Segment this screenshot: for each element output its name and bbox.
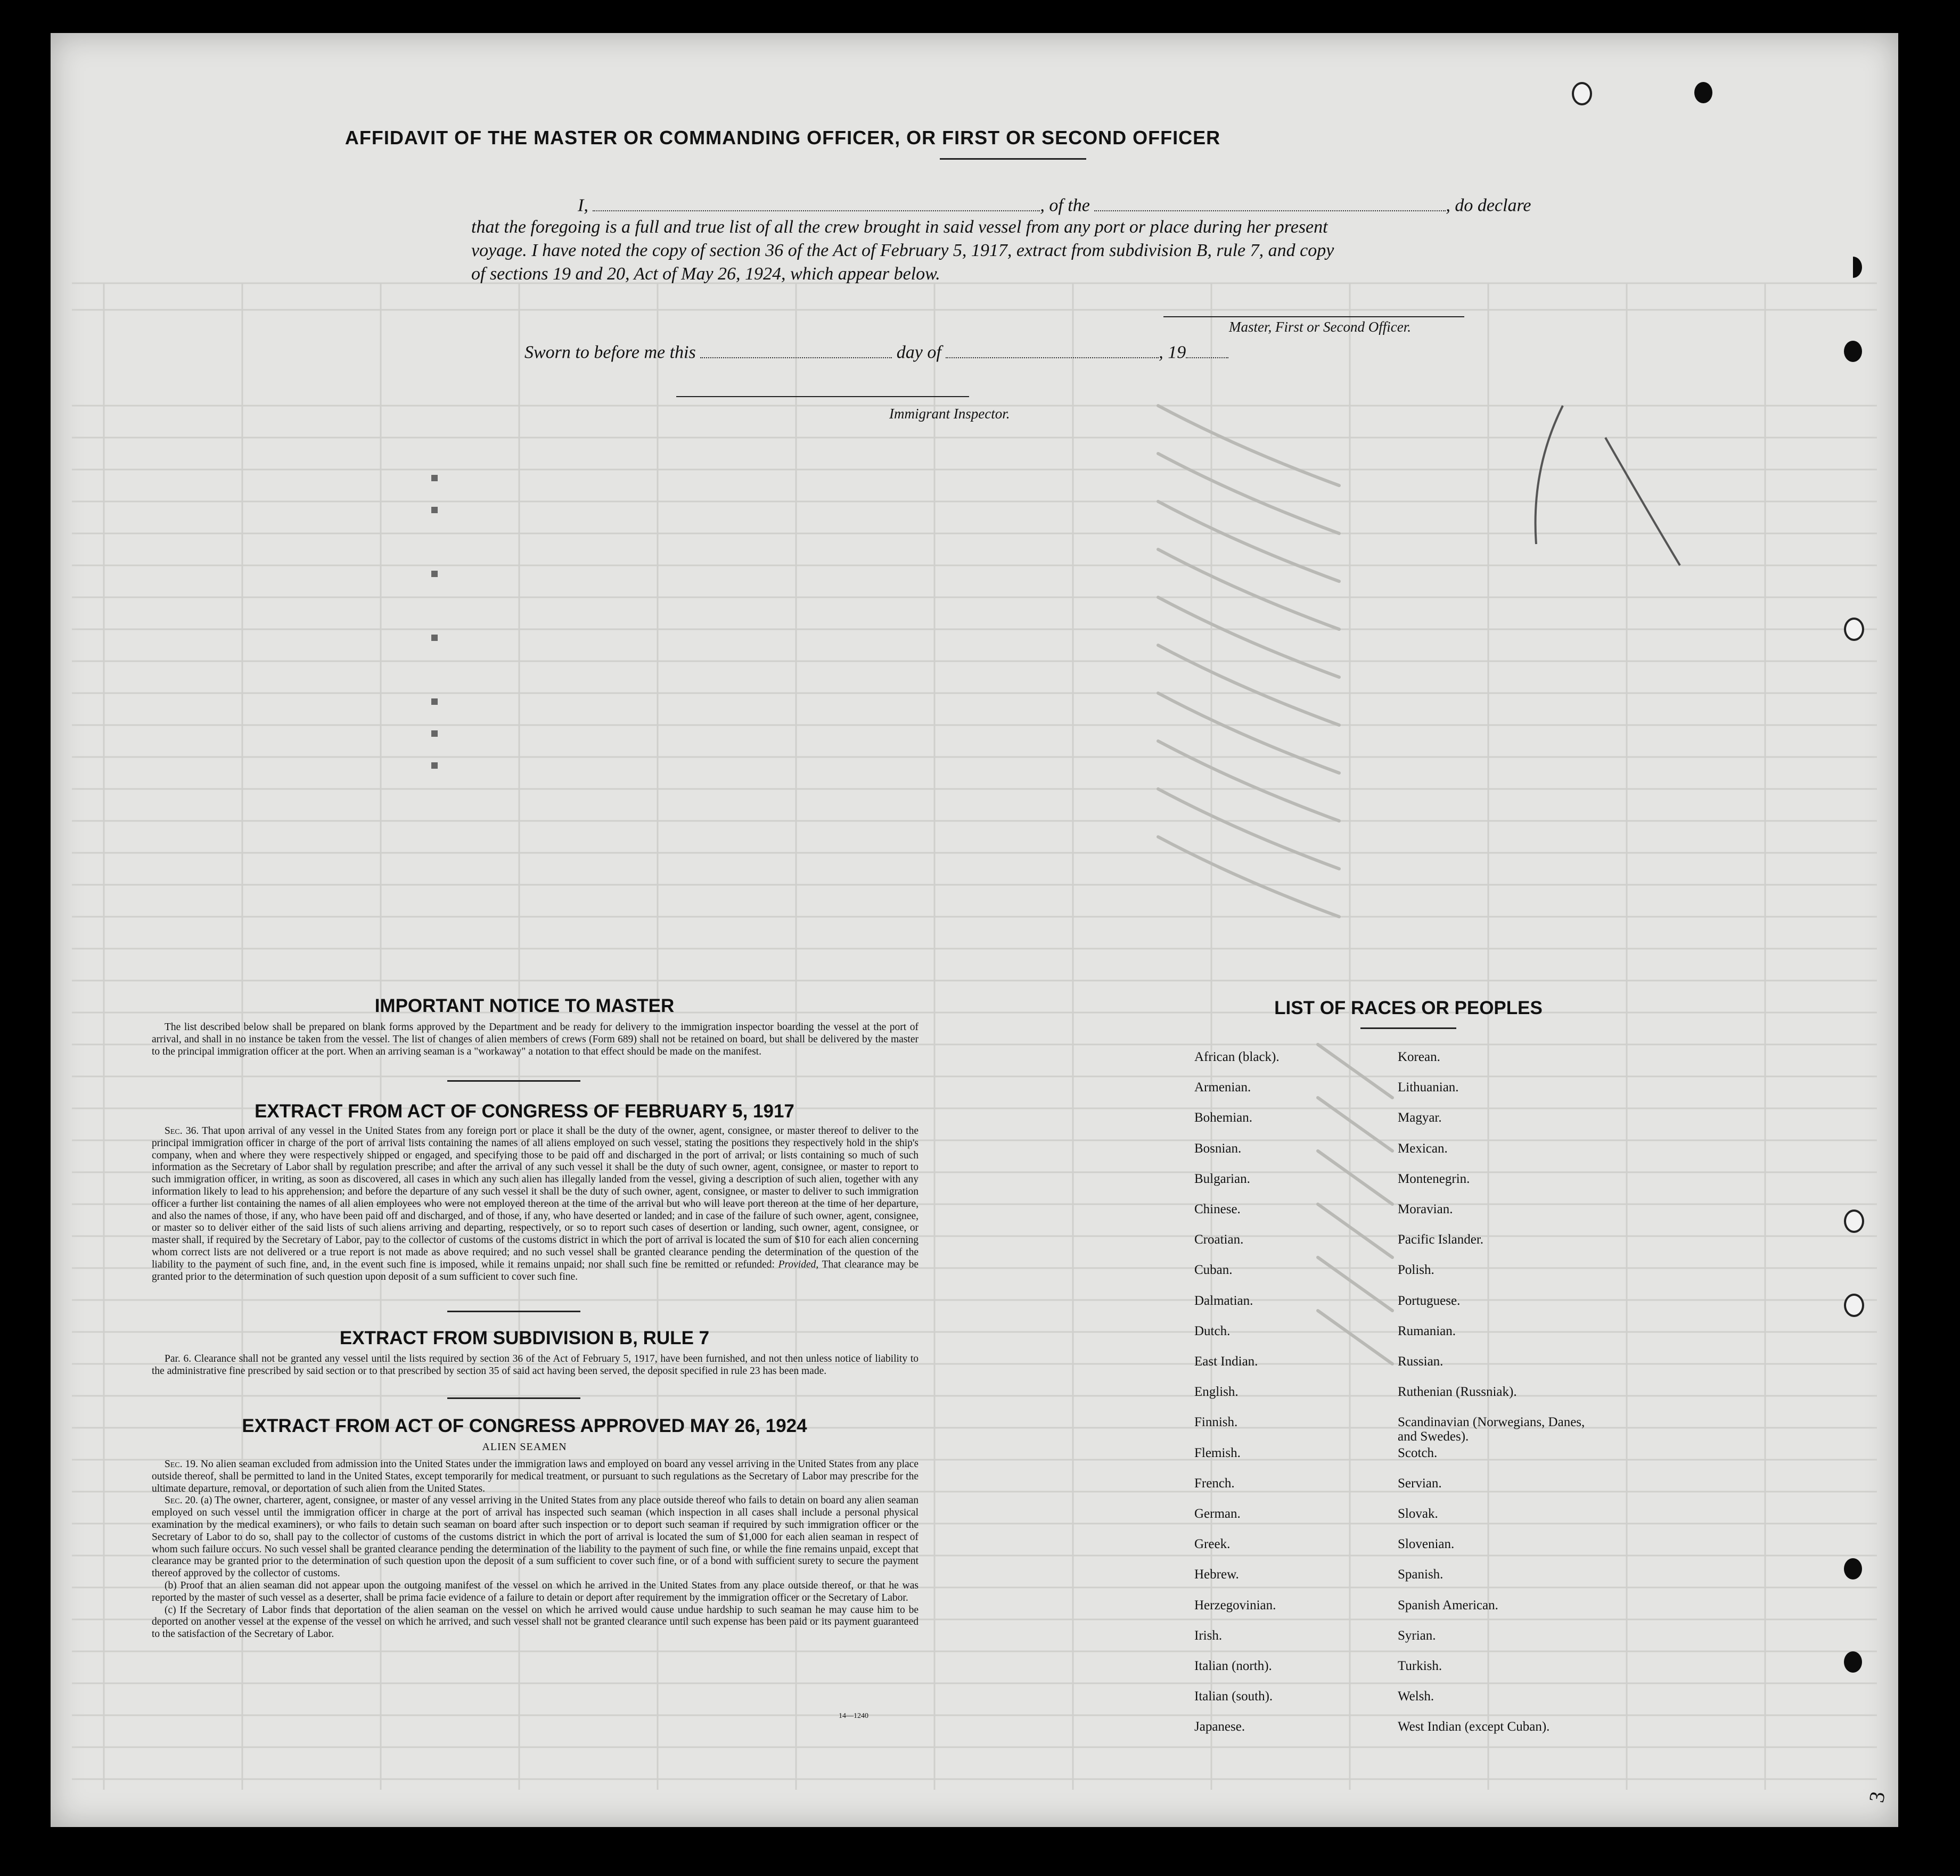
- rule-7-paragraph: Par. 6. Clearance shall not be granted any vessel until the lists required by section 36 of the Act of February 5, 1917, have been furnished, and not then unless notice of liability to the administrative fine prescribed by said section or to that prescribed by section 35 of said act having been served, the deposit specified in rule 23 has been made.: [152, 1353, 919, 1377]
- sec-20a-body: (a) The owner, charterer, agent, consignee, or master of any vessel arriving in the United States from any place outside thereof who fails to detain on board any alien seaman employed on such vessel until the immigration officer in charge at the port of arrival has inspected such seaman (which inspection in all cases shall include a personal physical examination by the medical examiners), or who fails to detain such seaman on board after such inspection or to deport such seaman if required by such immigration officer or the Secretary of Labor to do so, shall pay to the collector of customs of the customs district in which the port of arrival is located the sum of $1,000 for each alien seaman in respect of whom such failure occurs. No such vessel shall be granted clearance pending the determination of the liability to the payment of such fine, or while the fine remains unpaid, except that clearance may be granted prior to the determination of such question upon the deposit of a sum sufficient to cover such fine, or of a bond with sufficient surety to secure the payment thereof approved by the collector of customs.: [152, 1495, 919, 1579]
- race-item: German.: [1194, 1507, 1241, 1521]
- race-item: Scandinavian (Norwegians, Danes, and Swedes).: [1398, 1415, 1585, 1444]
- year-prefix: , 19: [1159, 342, 1186, 363]
- race-item: Korean.: [1398, 1050, 1440, 1064]
- sec-36-body: That upon arrival of any vessel in the United States from any foreign port or place it shall be the duty of the owner, agent, consignee, or master thereof to deliver to the principal immigration officer in charge of the port of arrival lists containing the names of all aliens employed on such vessel, stating the positions they respectively hold in the ship's company, when and where they were respectively shipped or engaged, and specifying those to be paid off and discharged in the port of arrival; or lists containing so much of such information as the Secretary of Labor shall by regulation prescribe; and after the arrival of any such vessel it shall be the duty of such owner, agent, consignee, or master to report to such immigration officer, in writing, as soon as discovered, all cases in which any such alien has illegally landed from the vessel, giving a description of such alien, together with any information likely to lead to his apprehension; and before the departure of any such vessel it shall be the duty of such owner, agent, consignee, or master to deliver to such immigration officer a further list containing the names of all alien employees who were not employed thereon at the time of the arrival but who will leave port thereon at the time of her departure, and also the names of those, if any, who have been paid off and discharged, and of those, if any, who have deserted or landed; and in case of the failure of such owner, agent, consignee, or master so to deliver either of the said lists of such aliens arriving and departing, respectively, or so to report such cases of desertion or landing, such owner, agent, consignee, or master shall, if required by the Secretary of Labor, pay to the collector of customs of the customs district in which the port of arrival is located the sum of $10 for each alien concerning whom correct lists are not delivered or a true report is not made as above required; and no such vessel shall be granted clearance pending the determination of the question of the liability to the payment of such fine, and, in the event such fine is imposed, while it remains unpaid; nor shall such fine be remitted or refunded:: [152, 1125, 919, 1270]
- race-item: Chinese.: [1194, 1202, 1241, 1216]
- sec-36-body-end: That clearance may be granted prior to the determination of such question upon deposit of a sum sufficient to cover such fine.: [152, 1258, 919, 1282]
- sec-19-label: Sec. 19.: [165, 1459, 198, 1470]
- punch-hole: [1694, 82, 1712, 103]
- extract-1917-text: [152, 1125, 919, 1283]
- rule-7-title: EXTRACT FROM SUBDIVISION B, RULE 7: [339, 1328, 710, 1348]
- race-item: French.: [1194, 1476, 1235, 1491]
- race-item: Armenian.: [1194, 1080, 1251, 1095]
- race-item: Bosnian.: [1194, 1141, 1242, 1156]
- notice-rule: [447, 1080, 580, 1082]
- extract-1917-rule: [447, 1311, 580, 1312]
- sec-19-body: No alien seaman excluded from admission into the United States under the immigration laws and employed on board any vessel arriving in the United States from any place outside thereof, shall be permitted to land in the United States, except temporarily for medical treatment, or pursuant to such regulations as the Secretary of Labor may prescribe for the ultimate departure, removal, or deportation of such alien from the United States.: [152, 1459, 919, 1494]
- punch-hole: [1844, 341, 1862, 362]
- race-item: Syrian.: [1398, 1628, 1436, 1643]
- race-item: Bulgarian.: [1194, 1171, 1250, 1186]
- punch-hole: [1844, 1651, 1862, 1673]
- punch-hole: [1844, 1558, 1862, 1579]
- margin-mark: 3: [1864, 1789, 1890, 1805]
- race-item: Hebrew.: [1194, 1567, 1239, 1582]
- sec-36-proviso: Provided,: [778, 1258, 819, 1270]
- sec-20b-body: (b) Proof that an alien seaman did not appear upon the outgoing manifest of the vessel on which he arrived in the United States from any place outside thereof, or that he was reported by the master of such vessel as a deserter, shall be prima facie evidence of a failure to detain or deport after requirement by the immigration officer or the Secretary of Labor.: [152, 1579, 919, 1603]
- affidavit-line-2: that the foregoing is a full and true list of all the crew brought in said vessel from any port or place during her present: [471, 217, 1328, 237]
- sec-20-label: Sec. 20.: [165, 1495, 198, 1507]
- race-item: Polish.: [1398, 1263, 1434, 1278]
- affidavit-line-4: of sections 19 and 20, Act of May 26, 1924, which appear below.: [471, 264, 940, 284]
- title-rule: [940, 158, 1086, 160]
- race-item: Dutch.: [1194, 1323, 1231, 1338]
- master-signature-line: [1163, 316, 1464, 317]
- race-item: Irish.: [1194, 1628, 1223, 1643]
- race-item: Russian.: [1398, 1354, 1444, 1369]
- alien-seamen-subtitle: ALIEN SEAMEN: [482, 1441, 567, 1453]
- race-item: Ruthenian (Russniak).: [1398, 1385, 1517, 1400]
- notice-text: [152, 1022, 919, 1058]
- race-item: African (black).: [1194, 1050, 1280, 1064]
- year-blank: [1186, 341, 1228, 358]
- race-item: Mexican.: [1398, 1141, 1448, 1156]
- day-blank: [700, 341, 892, 358]
- inspector-signature-line: [676, 396, 969, 397]
- form-number: 14—1240: [839, 1712, 868, 1720]
- extract-1924-text: [152, 1459, 919, 1641]
- affidavit-line-1: [578, 194, 1531, 216]
- punch-hole: [1844, 618, 1864, 641]
- notice-title: IMPORTANT NOTICE TO MASTER: [374, 995, 675, 1016]
- race-item: Croatian.: [1194, 1232, 1244, 1247]
- sworn-line: [524, 341, 1228, 363]
- race-item: Pacific Islander.: [1398, 1232, 1484, 1247]
- race-item: Herzegovinian.: [1194, 1598, 1276, 1612]
- rule-7-rule: [447, 1397, 580, 1399]
- punch-hole: [1844, 257, 1862, 278]
- race-item: Cuban.: [1194, 1263, 1233, 1278]
- race-item: Slovenian.: [1398, 1537, 1455, 1552]
- punch-hole: [1844, 1209, 1864, 1233]
- vessel-blank: [1094, 194, 1446, 211]
- affidavit-line-3: voyage. I have noted the copy of section 36 of the Act of February 5, 1917, extract from subdivision B, rule 7, and copy: [471, 241, 1334, 260]
- race-item: Finnish.: [1194, 1415, 1238, 1430]
- race-item: Greek.: [1194, 1537, 1231, 1552]
- month-blank: [946, 341, 1159, 358]
- race-item: Magyar.: [1398, 1110, 1442, 1125]
- extract-1924-title: EXTRACT FROM ACT OF CONGRESS APPROVED MAY 26, 1924: [242, 1416, 807, 1436]
- race-item: Turkish.: [1398, 1659, 1442, 1673]
- races-rule: [1360, 1027, 1456, 1029]
- rule-7-text: [152, 1353, 919, 1378]
- notice-paragraph: The list described below shall be prepared on blank forms approved by the Department and be ready for delivery to the immigration inspector boarding the vessel at the port of arrival, and shall in no instance be taken from the vessel. The list of changes of alien members of crews (Form 689) shall not be retained on board, but shall be delivered by the master to the principal immigration officer at the port. When an arriving seaman is a "workaway" a notation to that effect should be made on the manifest.: [152, 1022, 919, 1057]
- race-item: Rumanian.: [1398, 1323, 1456, 1338]
- race-item: Moravian.: [1398, 1202, 1453, 1216]
- race-item: Portuguese.: [1398, 1293, 1461, 1308]
- race-item: English.: [1194, 1385, 1239, 1400]
- race-item: Slovak.: [1398, 1507, 1438, 1521]
- inspector-label: Immigrant Inspector.: [889, 406, 1010, 422]
- race-item: Scotch.: [1398, 1445, 1438, 1460]
- master-label: Master, First or Second Officer.: [1229, 319, 1411, 335]
- name-blank: [593, 194, 1040, 211]
- race-item: Japanese.: [1194, 1719, 1245, 1734]
- races-title: LIST OF RACES OR PEOPLES: [1274, 998, 1543, 1018]
- affidavit-title: AFFIDAVIT OF THE MASTER OR COMMANDING OFFICER, OR FIRST OR SECOND OFFICER: [345, 127, 1221, 149]
- race-item: Spanish American.: [1398, 1598, 1498, 1612]
- extract-1917-title: EXTRACT FROM ACT OF CONGRESS OF FEBRUARY 5, 1917: [255, 1101, 794, 1122]
- race-item: Welsh.: [1398, 1689, 1434, 1704]
- sec-20c-body: (c) If the Secretary of Labor finds that deportation of the alien seaman on the vessel on which he arrived would cause undue hardship to such seaman he may cause him to be deported on another vessel at the expense of the vessel on which he arrived, and such vessel shall not be granted clearance until such expense has been paid or its payment guaranteed to the satisfaction of the Secretary of Labor.: [152, 1604, 919, 1640]
- affidavit-of-the: , of the: [1040, 195, 1090, 216]
- race-item: Lithuanian.: [1398, 1080, 1459, 1095]
- day-of-text: day of: [896, 342, 941, 363]
- punch-hole: [1572, 82, 1592, 105]
- race-item: Spanish.: [1398, 1567, 1444, 1582]
- race-item: West Indian (except Cuban).: [1398, 1719, 1550, 1734]
- race-item: Italian (south).: [1194, 1689, 1273, 1704]
- affidavit-i: I,: [578, 195, 588, 216]
- race-item: Bohemian.: [1194, 1110, 1253, 1125]
- race-item: Montenegrin.: [1398, 1171, 1470, 1186]
- document-page: [51, 33, 1898, 1827]
- race-item: Servian.: [1398, 1476, 1442, 1491]
- sec-36-label: Sec. 36.: [165, 1125, 199, 1137]
- affidavit-do-declare: , do declare: [1446, 195, 1531, 216]
- punch-hole: [1844, 1294, 1864, 1317]
- sworn-text: Sworn to before me this: [524, 342, 696, 363]
- race-item: Italian (north).: [1194, 1659, 1272, 1673]
- race-item: East Indian.: [1194, 1354, 1258, 1369]
- race-item: Flemish.: [1194, 1445, 1241, 1460]
- race-item: Dalmatian.: [1194, 1293, 1253, 1308]
